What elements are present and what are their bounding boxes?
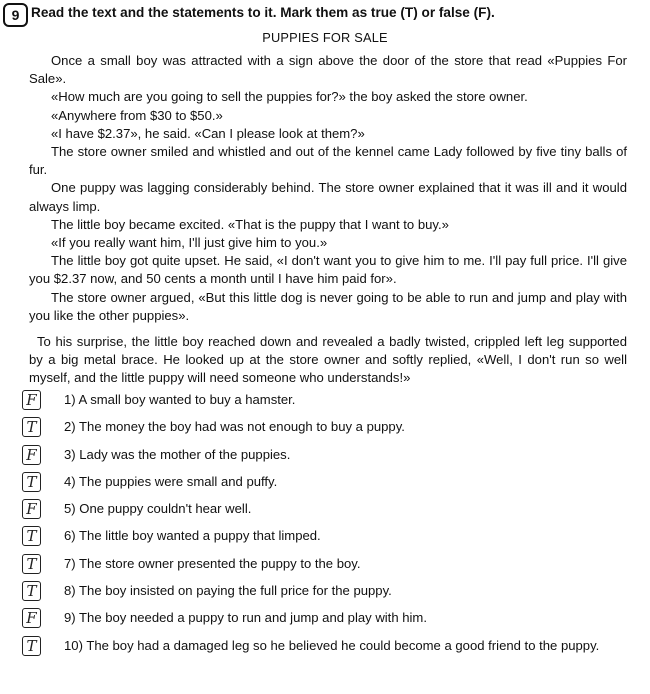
statement-item — [22, 526, 642, 553]
story-paragraph: «Anywhere from $30 to $50.» — [51, 107, 223, 123]
statement-item — [22, 636, 642, 663]
statements-list — [22, 390, 642, 663]
statement-item — [22, 445, 642, 472]
answer-box[interactable]: F — [22, 608, 41, 628]
story-paragraph: «If you really want him, I'll just give him to you.» — [51, 235, 328, 251]
statement-item — [22, 417, 642, 444]
story-paragraph: The store owner smiled and whistled and out of the kennel came Lady followed by five tiny balls of fur. — [29, 144, 627, 178]
statement-item — [22, 554, 642, 581]
statement-text: 2) The money the boy had was not enough to buy a puppy. — [64, 419, 405, 435]
answer-box[interactable]: F — [22, 499, 41, 519]
statement-text: 9) The boy needed a puppy to run and jump and play with him. — [64, 610, 427, 626]
answer-box[interactable]: F — [22, 445, 41, 465]
story-paragraph: To his surprise, the little boy reached down and revealed a badly twisted, crippled left leg supported by a big metal brace. He looked up at the store owner and softly replied, «Well, I don't run so well myself, and the little puppy will need someone who understands!» — [29, 334, 627, 386]
story-paragraph: The little boy got quite upset. He said, «I don't want you to give him to me. I'll pay full price. I'll give you $2.37 now, and 50 cents a month until I have him paid for». — [29, 253, 627, 287]
story-paragraph: The little boy became excited. «That is the puppy that I want to buy.» — [51, 216, 449, 232]
story-title: PUPPIES FOR SALE — [262, 30, 388, 45]
statement-item — [22, 390, 642, 417]
statement-item — [22, 472, 642, 499]
task-header — [0, 3, 650, 25]
answer-box[interactable]: T — [22, 554, 41, 574]
statement-text: 8) The boy insisted on paying the full price for the puppy. — [64, 583, 392, 599]
answer-box[interactable]: T — [22, 417, 41, 437]
statement-text: 1) A small boy wanted to buy a hamster. — [64, 392, 296, 407]
story-paragraph: One puppy was lagging considerably behind. The store owner explained that it was ill and it would always limp. — [29, 180, 627, 214]
story-paragraph: The store owner argued, «But this little dog is never going to be able to run and jump and play with you like the other puppies». — [29, 289, 627, 323]
statement-text: 10) The boy had a damaged leg so he believed he could become a good friend to the puppy. — [64, 637, 600, 653]
answer-box[interactable]: T — [22, 526, 41, 546]
answer-box[interactable]: T — [22, 636, 41, 656]
story-paragraph: Once a small boy was attracted with a sign above the door of the store that read «Puppies For Sale». — [29, 53, 627, 87]
story-text — [29, 52, 627, 388]
statement-text: 7) The store owner presented the puppy to the boy. — [64, 555, 361, 571]
answer-box[interactable]: T — [22, 581, 41, 601]
answer-box[interactable]: T — [22, 472, 41, 492]
story-paragraph: «How much are you going to sell the puppies for?» the boy asked the store owner. — [51, 89, 528, 105]
statement-item — [22, 581, 642, 608]
statement-text: 4) The puppies were small and puffy. — [64, 473, 278, 489]
statement-item — [22, 499, 642, 526]
statement-text: 3) Lady was the mother of the puppies. — [64, 446, 291, 462]
task-number-badge: 9 — [3, 3, 28, 27]
task-instruction: Read the text and the statements to it. Mark them as true (T) or false (F). — [31, 5, 495, 20]
statement-text: 5) One puppy couldn't hear well. — [64, 501, 252, 517]
statement-text: 6) The little boy wanted a puppy that limped. — [64, 528, 321, 544]
story-paragraph: «I have $2.37», he said. «Can I please look at them?» — [51, 125, 365, 141]
statement-item — [22, 608, 642, 635]
answer-box[interactable]: F — [22, 390, 41, 410]
